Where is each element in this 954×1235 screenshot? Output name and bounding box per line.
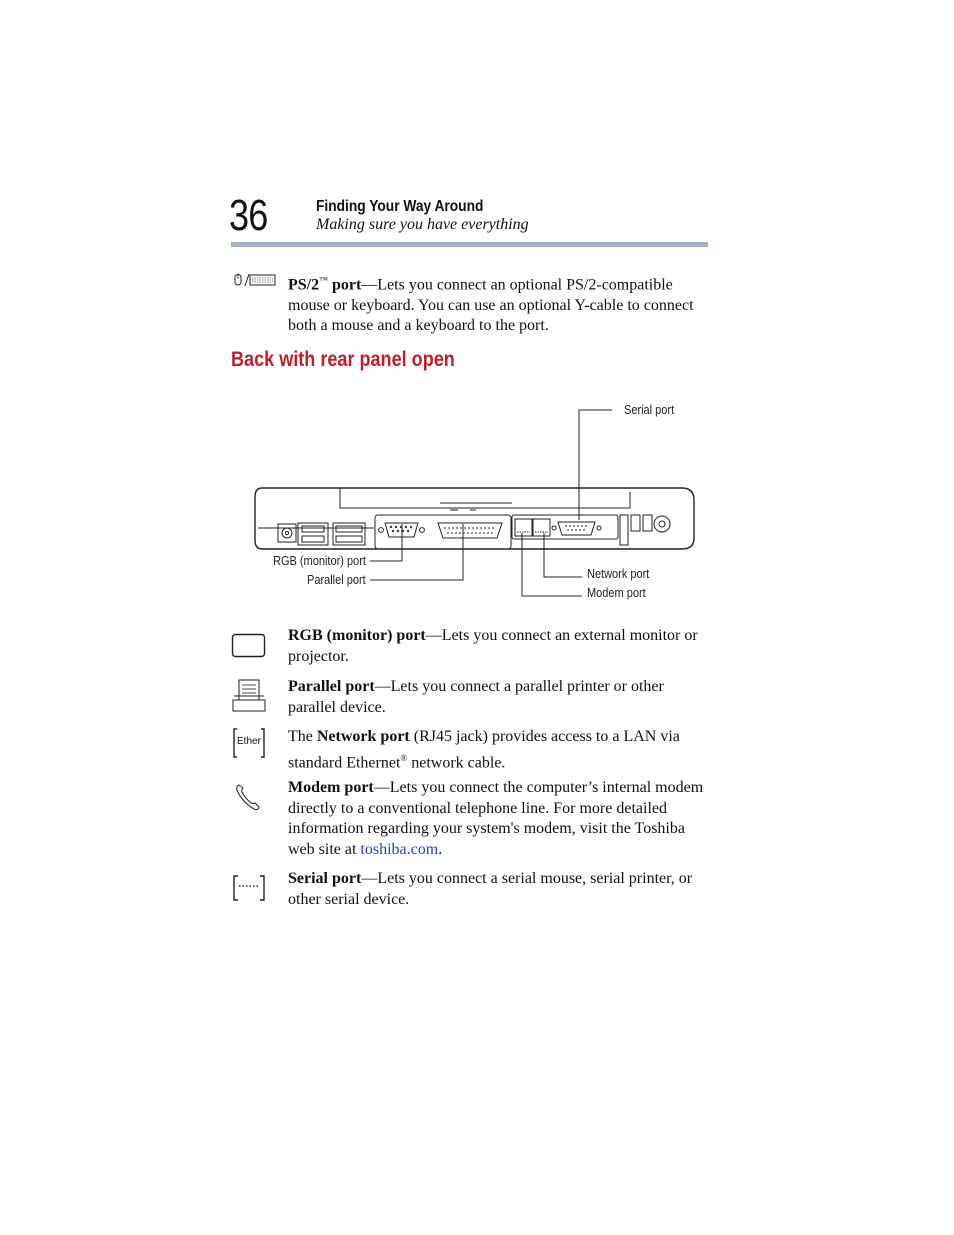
- serial-port-icon: [232, 874, 266, 907]
- serial-port-description: Serial port—Lets you connect a serial mouse, serial printer, or other serial device.: [288, 870, 693, 908]
- callout-modem-port: Modem port: [587, 586, 646, 600]
- network-port-description: The Network port (RJ45 jack) provides access to a LAN via standard Ethernet® network cable.: [288, 728, 680, 771]
- callout-rgb-port: RGB (monitor) port: [273, 554, 366, 568]
- ethernet-icon: [232, 727, 266, 759]
- ethernet-icon-label: Ether: [237, 736, 261, 747]
- printer-icon: [231, 678, 267, 719]
- callout-parallel-port: Parallel port: [307, 573, 366, 587]
- header-rule: [231, 242, 708, 247]
- monitor-icon: [231, 632, 267, 665]
- ps2-mouse-keyboard-icon: [231, 272, 277, 293]
- parallel-port-description: Parallel port—Lets you connect a parallel printer or other parallel device.: [288, 678, 664, 716]
- ps2-description: PS/2™ port—Lets you connect an optional PS/2-compatible mouse or keyboard. You can use an optional Y-cable to connect both a mouse and a keyboard to the port.: [288, 275, 694, 335]
- section-subtitle: Making sure you have everything: [316, 216, 529, 233]
- rgb-port-description: RGB (monitor) port—Lets you connect an external monitor or projector.: [288, 627, 698, 665]
- phone-icon: [234, 782, 262, 817]
- page-number: 36: [229, 191, 268, 240]
- modem-port-description: Modem port—Lets you connect the computer’s internal modem directly to a conventional telephone line. For more detailed information regarding your system's modem, visit the Toshiba web site at toshiba.com.: [288, 779, 704, 858]
- callout-serial-port: Serial port: [624, 403, 675, 417]
- chapter-title: Finding Your Way Around: [316, 198, 484, 215]
- callout-network-port: Network port: [587, 567, 650, 581]
- toshiba-link[interactable]: toshiba.com: [360, 840, 439, 858]
- section-title: Back with rear panel open: [231, 348, 455, 371]
